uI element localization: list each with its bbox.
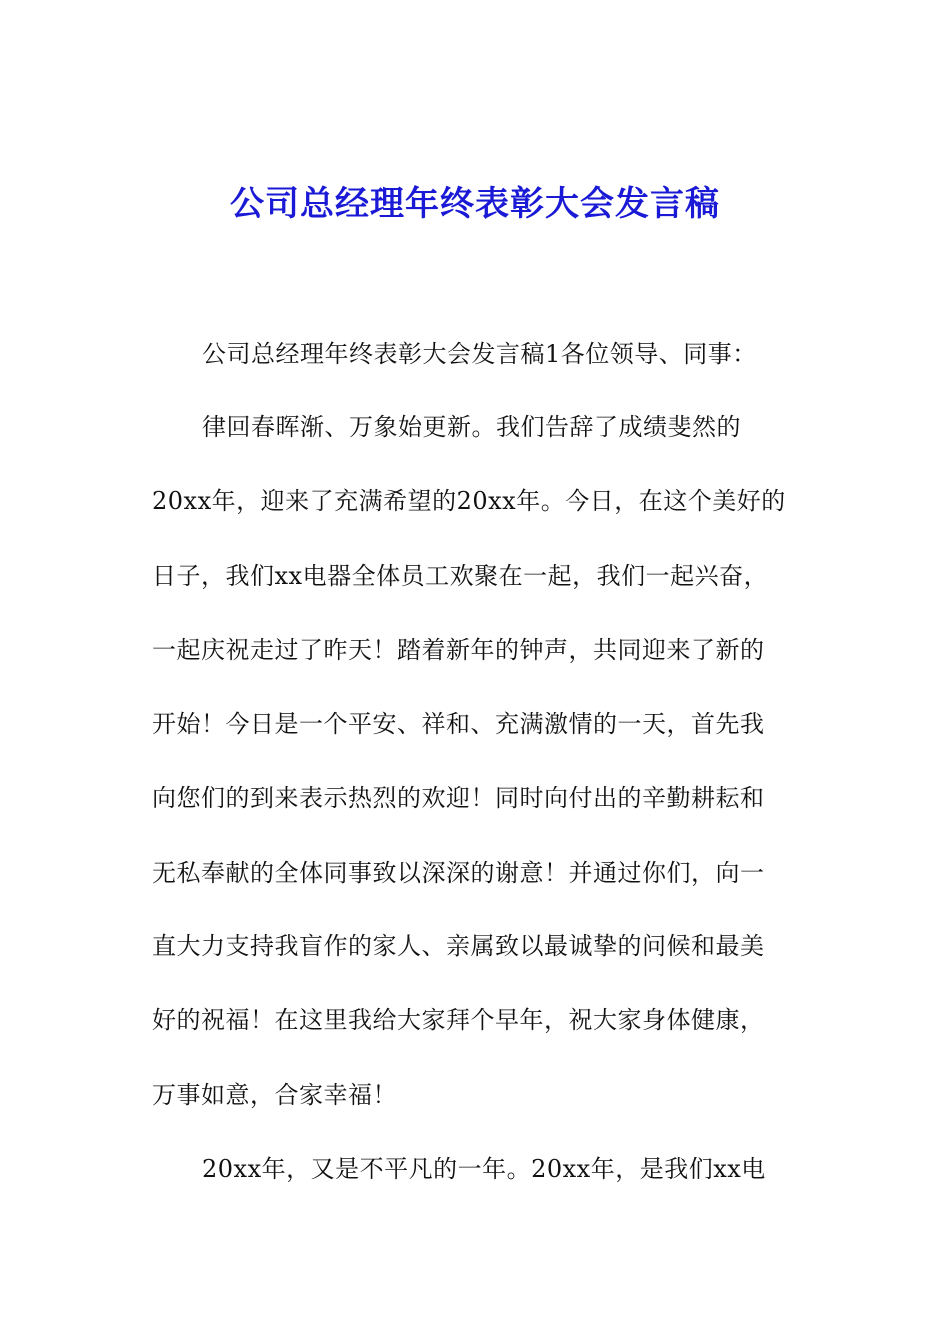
paragraph-line: 20xx年，又是不平凡的一年。20xx年，是我们xx电 [202,1155,766,1183]
paragraph-line: 万事如意，合家幸福！ [152,1081,397,1109]
paragraph-line: 20xx年，迎来了充满希望的20xx年。今日，在这个美好的 [152,487,786,515]
paragraph-line: 开始！今日是一个平安、祥和、充满激情的一天，首先我 [152,710,765,738]
paragraph-line: 日子，我们xx电器全体员工欢聚在一起，我们一起兴奋， [152,562,769,590]
document-title: 公司总经理年终表彰大会发言稿 [230,184,720,224]
paragraph-line: 无私奉献的全体同事致以深深的谢意！并通过你们，向一 [152,859,765,887]
paragraph-line: 好的祝福！在这里我给大家拜个早年，祝大家身体健康， [152,1006,765,1034]
paragraph-line: 律回春晖渐、万象始更新。我们告辞了成绩斐然的 [202,413,741,441]
paragraph-line: 一起庆祝走过了昨天！踏着新年的钟声，共同迎来了新的 [152,636,765,664]
paragraph-line: 向您们的到来表示热烈的欢迎！同时向付出的辛勤耕耘和 [152,784,765,812]
paragraph-line: 直大力支持我盲作的家人、亲属致以最诚挚的问候和最美 [152,932,765,960]
paragraph-line: 公司总经理年终表彰大会发言稿1各位领导、同事： [202,340,757,368]
